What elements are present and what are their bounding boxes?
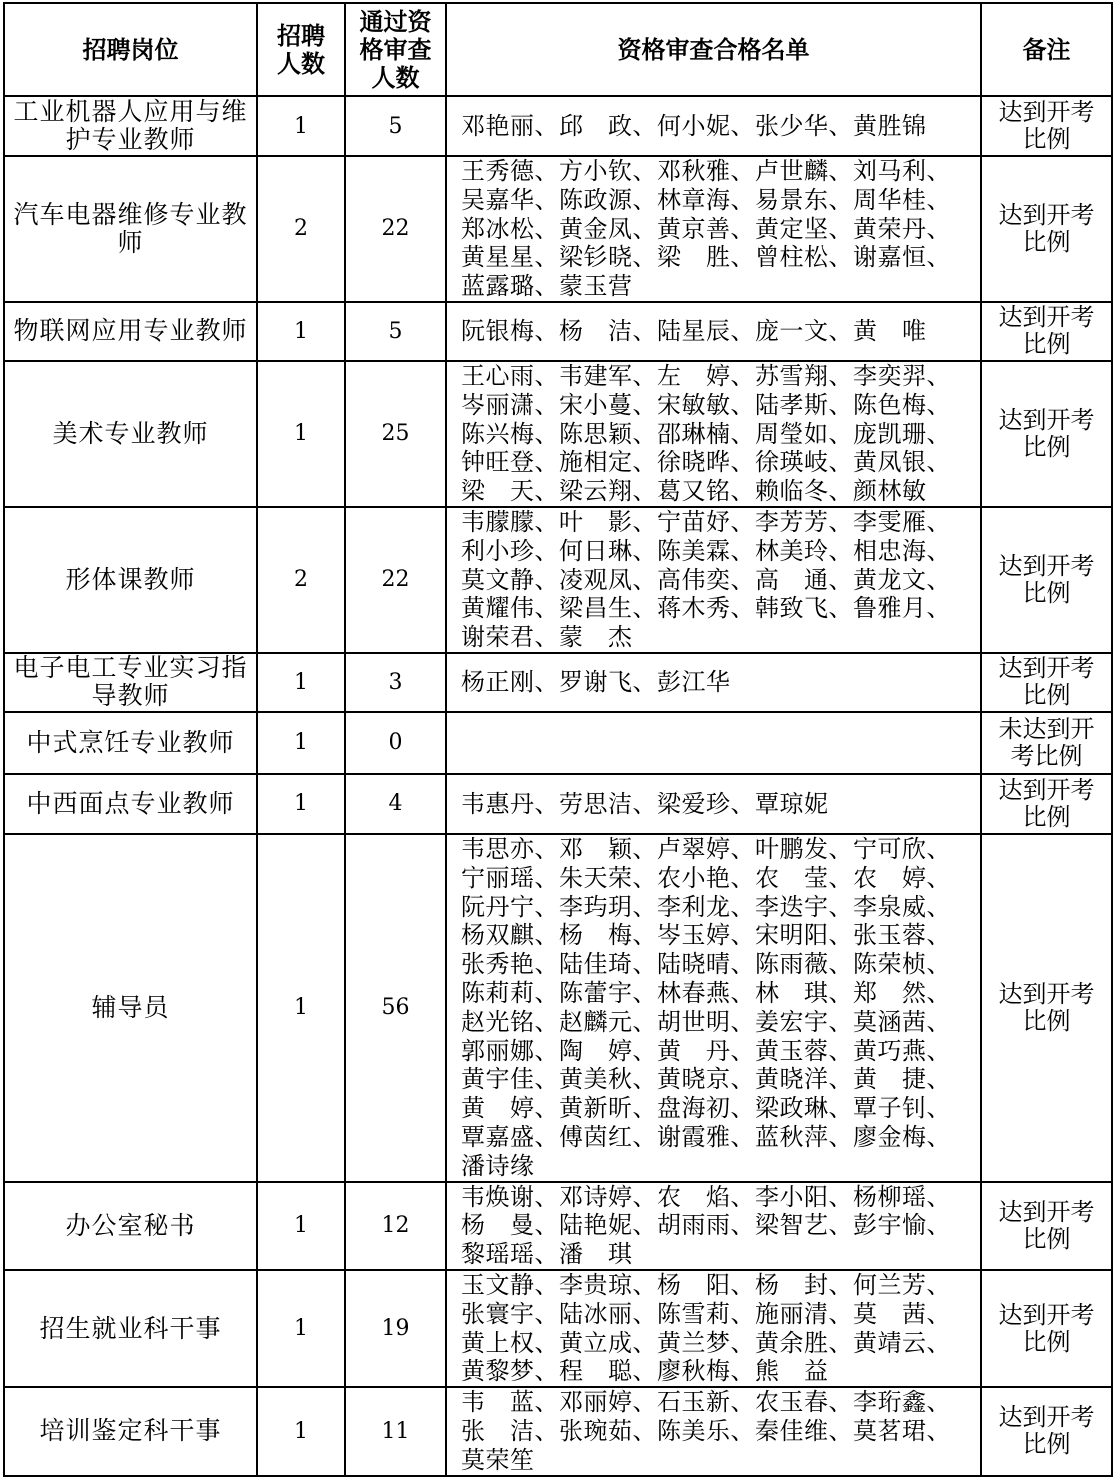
names-line: 玉文静、李贵琼、杨 阳、杨 封、何兰芳、 <box>461 1270 951 1299</box>
position-cell: 中西面点专业教师 <box>4 774 257 834</box>
remark-cell: 达到开考比例 <box>981 1182 1112 1270</box>
passed-cell: 5 <box>345 96 446 156</box>
names-line: 郭丽娜、陶 婷、黄 丹、黄玉蓉、黄巧燕、 <box>461 1036 951 1065</box>
quota-cell: 1 <box>257 653 345 712</box>
header-passed: 通过资格审查人数 <box>345 3 446 96</box>
header-row <box>4 3 1112 96</box>
remark-cell: 达到开考比例 <box>981 156 1112 302</box>
names-cell <box>446 1270 981 1387</box>
remark-cell: 达到开考比例 <box>981 653 1112 712</box>
header-quota: 招聘人数 <box>257 3 345 96</box>
position-cell: 办公室秘书 <box>4 1182 257 1270</box>
names-cell <box>446 712 981 774</box>
quota-cell: 1 <box>257 1387 345 1475</box>
quota-cell: 1 <box>257 302 345 361</box>
names-line: 阮丹宁、李玙玥、李利龙、李迭宇、李泉威、 <box>461 892 951 921</box>
passed-cell: 12 <box>345 1182 446 1270</box>
position-cell: 工业机器人应用与维护专业教师 <box>4 96 257 156</box>
position-cell: 招生就业科干事 <box>4 1270 257 1387</box>
names-line: 黄黎梦、程 聪、廖秋梅、熊 益 <box>461 1357 829 1386</box>
names-line: 岑丽潇、宋小蔓、宋敏敏、陆孝斯、陈色梅、 <box>461 390 951 419</box>
quota-cell: 1 <box>257 1182 345 1270</box>
quota-cell: 2 <box>257 507 345 653</box>
names-line: 王秀德、方小钦、邓秋雅、卢世麟、刘马利、 <box>461 157 951 185</box>
passed-cell: 19 <box>345 1270 446 1387</box>
table-row <box>4 774 1112 834</box>
names-cell <box>446 96 981 156</box>
names-cell <box>446 302 981 361</box>
position-cell: 中式烹饪专业教师 <box>4 712 257 774</box>
names-line: 张寰宇、陆冰丽、陈雪莉、施丽清、莫 茜、 <box>461 1299 951 1328</box>
names-cell <box>446 507 981 653</box>
names-line: 王心雨、韦建军、左 婷、苏雪翔、李奕羿、 <box>461 361 951 390</box>
names-cell <box>446 361 981 507</box>
names-cell <box>446 653 981 712</box>
names-line: 潘诗缘 <box>461 1151 535 1180</box>
names-line: 莫文静、凌观凤、高伟奕、高 通、黄龙文、 <box>461 565 951 594</box>
quota-cell: 1 <box>257 774 345 834</box>
names-line: 陈莉莉、陈蕾宇、林春燕、林 琪、郑 然、 <box>461 978 951 1007</box>
names-line: 黄宇佳、黄美秋、黄晓京、黄晓洋、黄 捷、 <box>461 1065 951 1094</box>
position-cell: 培训鉴定科干事 <box>4 1387 257 1475</box>
passed-cell: 25 <box>345 361 446 507</box>
names-line: 韦焕谢、邓诗婷、农 焰、李小阳、杨柳瑶、 <box>461 1182 951 1211</box>
quota-cell: 1 <box>257 712 345 774</box>
names-line: 杨双麒、杨 梅、岑玉婷、宋明阳、张玉蓉、 <box>461 921 951 950</box>
quota-cell: 1 <box>257 834 345 1182</box>
names-line: 蓝露璐、蒙玉营 <box>461 272 633 301</box>
header-names: 资格审查合格名单 <box>446 3 981 96</box>
names-line: 谢荣君、蒙 杰 <box>461 623 633 652</box>
remark-cell: 未达到开考比例 <box>981 712 1112 774</box>
names-line: 赵光铭、赵麟元、胡世明、姜宏宇、莫涵茜、 <box>461 1007 951 1036</box>
passed-cell: 11 <box>345 1387 446 1475</box>
table-row <box>4 1270 1112 1387</box>
passed-cell: 22 <box>345 156 446 302</box>
table-row <box>4 302 1112 361</box>
passed-cell: 22 <box>345 507 446 653</box>
names-line: 梁 天、梁云翔、葛又铭、赖临冬、颜林敏 <box>461 477 927 506</box>
names-cell <box>446 1182 981 1270</box>
names-line: 覃嘉盛、傅茵红、谢霞雅、蓝秋萍、廖金梅、 <box>461 1122 951 1151</box>
position-cell: 电子电工专业实习指导教师 <box>4 653 257 712</box>
names-line: 韦惠丹、劳思洁、梁爱珍、覃琼妮 <box>461 789 829 818</box>
names-line: 韦 蓝、邓丽婷、石玉新、农玉春、李珩鑫、 <box>461 1388 951 1417</box>
passed-cell: 4 <box>345 774 446 834</box>
names-line: 钟旺登、施相定、徐晓晔、徐瑛岐、黄凤银、 <box>461 448 951 477</box>
position-cell: 物联网应用专业教师 <box>4 302 257 361</box>
table-row <box>4 156 1112 302</box>
table-row <box>4 1182 1112 1270</box>
quota-cell: 1 <box>257 96 345 156</box>
names-line: 黄 婷、黄新昕、盘海初、梁政琳、覃子钊、 <box>461 1094 951 1123</box>
names-line: 吴嘉华、陈政源、林章海、易景东、周华桂、 <box>461 185 951 214</box>
position-cell: 辅导员 <box>4 834 257 1182</box>
header-position: 招聘岗位 <box>4 3 257 96</box>
names-line: 莫荣笙 <box>461 1445 535 1474</box>
remark-cell: 达到开考比例 <box>981 1270 1112 1387</box>
names-line: 黄上权、黄立成、黄兰梦、黄余胜、黄靖云、 <box>461 1328 951 1357</box>
quota-cell: 1 <box>257 361 345 507</box>
names-line: 邓艳丽、邱 政、何小妮、张少华、黄胜锦 <box>461 111 927 140</box>
names-cell <box>446 156 981 302</box>
names-line: 利小珍、何日琳、陈美霖、林美玲、相忠海、 <box>461 536 951 565</box>
remark-cell: 达到开考比例 <box>981 507 1112 653</box>
names-cell <box>446 834 981 1182</box>
names-line: 郑冰松、黄金凤、黄京善、黄定坚、黄荣丹、 <box>461 214 951 243</box>
passed-cell: 56 <box>345 834 446 1182</box>
remark-cell: 达到开考比例 <box>981 96 1112 156</box>
names-line: 杨 曼、陆艳妮、胡雨雨、梁智艺、彭宇愉、 <box>461 1211 951 1240</box>
names-line: 黄耀伟、梁昌生、蒋木秀、韩致飞、鲁雅月、 <box>461 594 951 623</box>
names-line: 张 洁、张琬茹、陈美乐、秦佳维、莫茗珺、 <box>461 1416 951 1445</box>
names-line: 黄星星、梁钐晓、梁 胜、曾柱松、谢嘉恒、 <box>461 243 951 272</box>
table-row <box>4 834 1112 1182</box>
header-remark: 备注 <box>981 3 1112 96</box>
names-cell <box>446 774 981 834</box>
qualification-table <box>3 2 1113 1477</box>
table-row <box>4 507 1112 653</box>
passed-cell: 0 <box>345 712 446 774</box>
table-row <box>4 712 1112 774</box>
remark-cell: 达到开考比例 <box>981 1387 1112 1475</box>
position-cell: 形体课教师 <box>4 507 257 653</box>
position-cell: 美术专业教师 <box>4 361 257 507</box>
remark-cell: 达到开考比例 <box>981 361 1112 507</box>
names-line: 宁丽瑶、朱天荣、农小艳、农 莹、农 婷、 <box>461 863 951 892</box>
remark-cell: 达到开考比例 <box>981 774 1112 834</box>
remark-cell: 达到开考比例 <box>981 834 1112 1182</box>
names-line: 陈兴梅、陈思颖、邵琳楠、周瑩如、庞凯珊、 <box>461 419 951 448</box>
names-line: 黎瑶瑶、潘 琪 <box>461 1240 633 1269</box>
remark-cell: 达到开考比例 <box>981 302 1112 361</box>
passed-cell: 3 <box>345 653 446 712</box>
table-row <box>4 361 1112 507</box>
quota-cell: 2 <box>257 156 345 302</box>
names-line: 张秀艳、陆佳琦、陆晓晴、陈雨薇、陈荣桢、 <box>461 950 951 979</box>
names-line: 杨正刚、罗谢飞、彭江华 <box>461 668 731 697</box>
position-cell: 汽车电器维修专业教师 <box>4 156 257 302</box>
names-line: 韦思亦、邓 颖、卢翠婷、叶鹏发、宁可欣、 <box>461 834 951 863</box>
table-row <box>4 1387 1112 1475</box>
names-line: 阮银梅、杨 洁、陆星辰、庞一文、黄 唯 <box>461 317 927 346</box>
quota-cell: 1 <box>257 1270 345 1387</box>
names-line: 韦朦朦、叶 影、宁苗妤、李芳芳、李雯雁、 <box>461 507 951 536</box>
table-row <box>4 96 1112 156</box>
passed-cell: 5 <box>345 302 446 361</box>
table-row <box>4 653 1112 712</box>
names-cell <box>446 1387 981 1475</box>
